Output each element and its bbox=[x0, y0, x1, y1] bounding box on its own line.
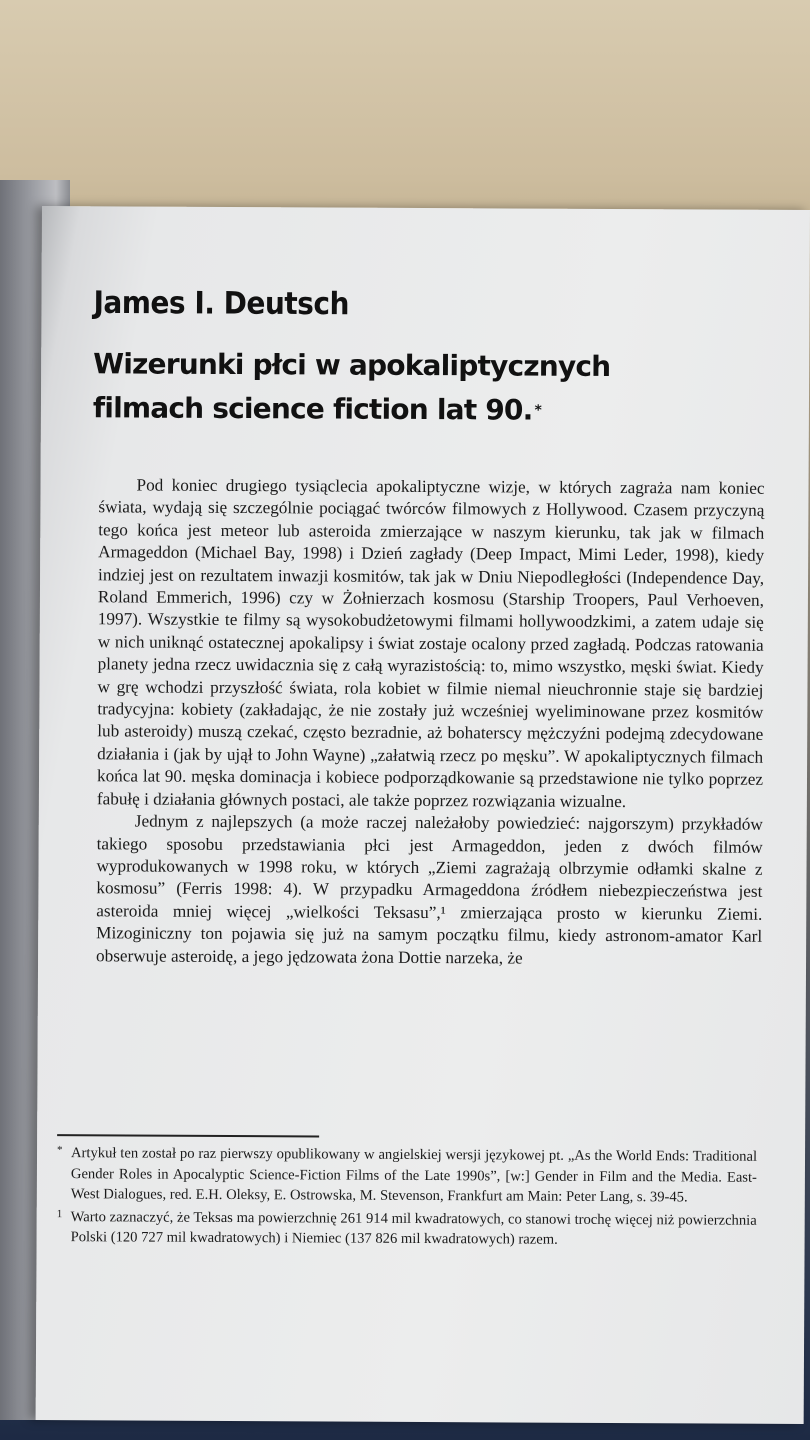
footnote-divider bbox=[57, 1134, 319, 1137]
footnote-text: Artykuł ten został po raz pierwszy opublikowany w angielskiej wersji językowej pt. „As the World Ends: Traditional Gender Roles in Apocalyptic Science-Fiction Films of the Late 1990s”, [w:] Gender in Film and the Media. East-West Dialogues, red. E.H. Oleksy, E. Ostrowska, M. Stevenson, Frankfurt am Main: Peter Lang, s. 39-45. bbox=[70, 1145, 758, 1206]
body-text bbox=[96, 474, 765, 970]
footnote-text: Warto zaznaczyć, że Teksas ma powierzchnię 261 914 mil kwadratowych, co stanowi trochę więcej niż powierzchnia Polski (120 727 mil kwadratowych) i Niemiec (137 826 mil kwadratowych) razem. bbox=[70, 1208, 757, 1248]
paragraph-2: Jednym z najlepszych (a może raczej należałoby powiedzieć: najgorszym) przykładów takiego sposobu przedstawiania płci jest Armageddon, jeden z dwóch filmów wyprodukowanych w 1998 roku, w których „Ziemi zagrażają olbrzymie odłamki skalne z kosmosu” (Ferris 1998: 4). W przypadku Armageddona źródłem niebezpieczeństwa jest asteroida mniej więcej „wielkości Teksasu”,¹ zmierzająca prosto w kierunku Ziemi. Mizoginiczny ton pojawia się już na samym początku filmu, kiedy astronom-amator Karl obserwuje asteroidę, a jego jędzowata żona Dottie narzeka, że bbox=[96, 811, 763, 968]
chapter-title bbox=[93, 342, 713, 433]
footnote-mark: * bbox=[57, 1144, 63, 1157]
footnote-mark: 1 bbox=[56, 1207, 63, 1220]
paragraph-1: Pod koniec drugiego tysiąclecia apokaliptyczne wizje, w których zagraża nam koniec świata, wydają się szczególnie pociągać twórców filmowych z Hollywood. Czasem przyczyną tego końca jest meteor lub asteroida zmierzające w naszym kierunku, tak jak w filmach Armageddon (Michael Bay, 1998) i Dzień zagłady (Deep Impact, Mimi Leder, 1998), kiedy indziej jest on rezultatem inwazji kosmitów, tak jak w Dniu Niepodległości (Independence Day, Roland Emmerich, 1996) czy w Żołnierzach kosmosu (Starship Troopers, Paul Verhoeven, 1997). Wszystkie te filmy są wysokobudżetowymi filmami hollywoodzkimi, a zatem udaje się w nich uniknąć ostatecznej apokalipsy i świat zostaje ocalony przed zagładą. Podczas ratowania planety jedna rzecz uwidacznia się z całą wyrazistością: to, mimo wszystko, męski świat. Kiedy w grę wchodzi przyszłość świata, rola kobiet w filmie niemal nieuchronnie staje się bardziej tradycyjna: kobiety (zakładając, że nie zostały już wcześniej wyeliminowane przez kosmitów lub asteroidy) muszą czekać, często bezradnie, aż bohaterscy mężczyźni podejmą zdecydowane działania i (jak by ujął to John Wayne) „załatwią rzecz po męsku”. W apokaliptycznych filmach końca lat 90. męska dominacja i kobiece podporządkowanie są przedstawione nie tylko poprzez fabułę i działania głównych postaci, ale także poprzez rozwiązania wizualne. bbox=[96, 475, 765, 811]
chapter-title-text: Wizerunki płci w apokaliptycznych filmach science fiction lat 90. bbox=[92, 347, 611, 427]
footnote-1 bbox=[57, 1207, 757, 1252]
title-footnote-mark: * bbox=[534, 402, 542, 419]
book-page bbox=[36, 206, 810, 1424]
footnotes bbox=[57, 1143, 758, 1253]
footnote-title bbox=[57, 1143, 757, 1208]
chapter-author: James I. Deutsch bbox=[93, 284, 350, 322]
